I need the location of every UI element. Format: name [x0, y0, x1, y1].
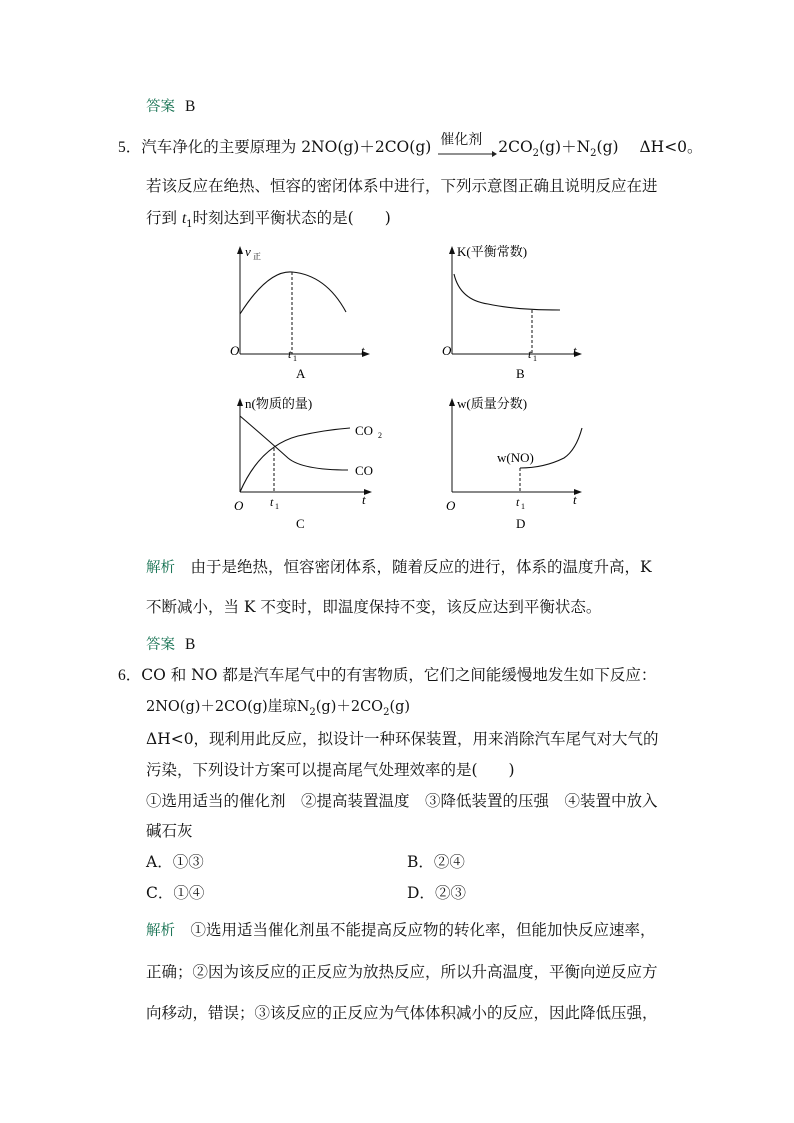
- graph-a-origin: O: [230, 343, 240, 358]
- graph-b-tick-sub: 1: [533, 354, 537, 363]
- q5-stem-line1: 5．汽车净化的主要原理为 2NO(g)＋2CO(g) 催化剂 $2CO_2(g)+N_2(g)$ ΔH<0。: [118, 137, 703, 164]
- graph-b-ylabel: K(平衡常数): [457, 244, 528, 259]
- graph-d-curve-label: w(NO): [497, 450, 534, 465]
- graph-c-tick-sub: 1: [275, 502, 279, 511]
- catalyst-arrow: [436, 132, 498, 164]
- graph-b: [440, 242, 590, 382]
- garbled-text: 崖琼: [267, 699, 297, 715]
- q6-analysis-line1: 解析 ①选用适当催化剂虽不能提高反应物的转化率，但能加快反应速率，: [146, 921, 656, 939]
- answer-value: B: [185, 636, 196, 653]
- graph-c-xlabel: t: [362, 492, 366, 507]
- graph-d-ylabel: w(质量分数): [457, 396, 528, 411]
- graph-b-tick: t: [528, 347, 532, 361]
- q5-delta-h: ΔH<0。: [639, 138, 703, 156]
- graph-d-tick: t: [516, 495, 520, 509]
- option-d: D．②③: [407, 884, 466, 902]
- option-c: C．①④: [146, 884, 205, 902]
- answer-label: 答案: [146, 99, 175, 115]
- q6-stem-line4: 污染，下列设计方案可以提高尾气处理效率的是( ): [146, 761, 515, 779]
- graph-d-caption: D: [516, 516, 526, 531]
- q5-stem-line2: 若该反应在绝热、恒容的密闭体系中进行，下列示意图正确且说明反应在进: [146, 177, 658, 195]
- q5-stem-line3: 行到 $t_1$时刻达到平衡状态的是( ): [146, 209, 391, 231]
- graph-c-series1-sub: 2: [378, 431, 382, 440]
- q5-stem-b: 2CO: [498, 138, 533, 156]
- graph-c-caption: C: [296, 516, 305, 531]
- graph-d-xlabel: t: [573, 492, 577, 507]
- answer-value: B: [185, 98, 196, 115]
- graph-c-tick: t: [270, 495, 274, 509]
- catalyst-label: 催化剂: [440, 132, 483, 149]
- graph-c: [228, 394, 398, 534]
- reaction-arrow-icon: [436, 144, 498, 164]
- graph-b-origin: O: [442, 343, 452, 358]
- q6-items-line2: 碱石灰: [146, 822, 193, 840]
- graph-b-xlabel: t: [573, 343, 577, 358]
- q5-stem-a: 汽车净化的主要原理为 2NO(g)＋2CO(g): [141, 138, 432, 156]
- q6-items-line1: ①选用适当的催化剂 ②提高装置温度 ③降低装置的压强 ④装置中放入: [146, 792, 658, 810]
- graph-a-xlabel: t: [361, 343, 365, 358]
- q6-number: 6．: [118, 667, 142, 684]
- q6-equation: 2NO(g)＋2CO(g)崖琼$N_2(g)+2CO_2(g)$: [146, 699, 411, 718]
- graph-a: [228, 242, 378, 382]
- graph-d: [440, 394, 590, 534]
- graph-a-ysub: 正: [253, 252, 261, 261]
- analysis-label: 解析: [146, 923, 175, 939]
- option-b: B．②④: [407, 853, 465, 871]
- answer-line-1: [146, 96, 195, 117]
- graph-c-series2: CO: [355, 463, 374, 478]
- q5-analysis-line1: 解析 由于是绝热，恒容密闭体系，随着反应的进行，体系的温度升高，K: [146, 558, 652, 576]
- graph-d-tick-sub: 1: [521, 502, 525, 511]
- answer-line-2: [146, 634, 195, 655]
- graph-c-series1: CO: [355, 423, 374, 438]
- q6-stem-line1: 6．CO 和 NO 都是汽车尾气中的有害物质，它们之间能缓慢地发生如下反应：: [118, 666, 657, 684]
- graph-d-origin: O: [446, 498, 456, 513]
- q6-analysis-line2: 正确；②因为该反应的正反应为放热反应，所以升高温度，平衡向逆反应方: [146, 963, 658, 981]
- graph-c-origin: O: [234, 498, 244, 513]
- option-a: A．①③: [146, 853, 204, 871]
- graph-c-ylabel: n(物质的量): [245, 396, 313, 411]
- graph-b-caption: B: [516, 366, 525, 381]
- answer-label: 答案: [146, 637, 175, 653]
- graph-a-ylabel: v: [245, 244, 251, 259]
- graph-a-caption: A: [296, 366, 306, 381]
- q5-stem-d: (g): [596, 138, 619, 156]
- analysis-label: 解析: [146, 560, 175, 576]
- q5-number: 5．: [118, 139, 142, 156]
- q5-stem-c: (g)＋N: [539, 138, 591, 156]
- graph-a-tick: t: [288, 347, 292, 361]
- q6-analysis-line3: 向移动，错误；③该反应的正反应为气体体积减小的反应，因此降低压强，: [146, 1004, 658, 1022]
- q6-stem-line3: ΔH<0，现利用此反应，拟设计一种环保装置，用来消除汽车尾气对大气的: [146, 730, 659, 748]
- graph-a-tick-sub: 1: [293, 354, 297, 363]
- q5-analysis-line2: 不断减小，当 K 不变时，即温度保持不变，该反应达到平衡状态。: [146, 598, 602, 616]
